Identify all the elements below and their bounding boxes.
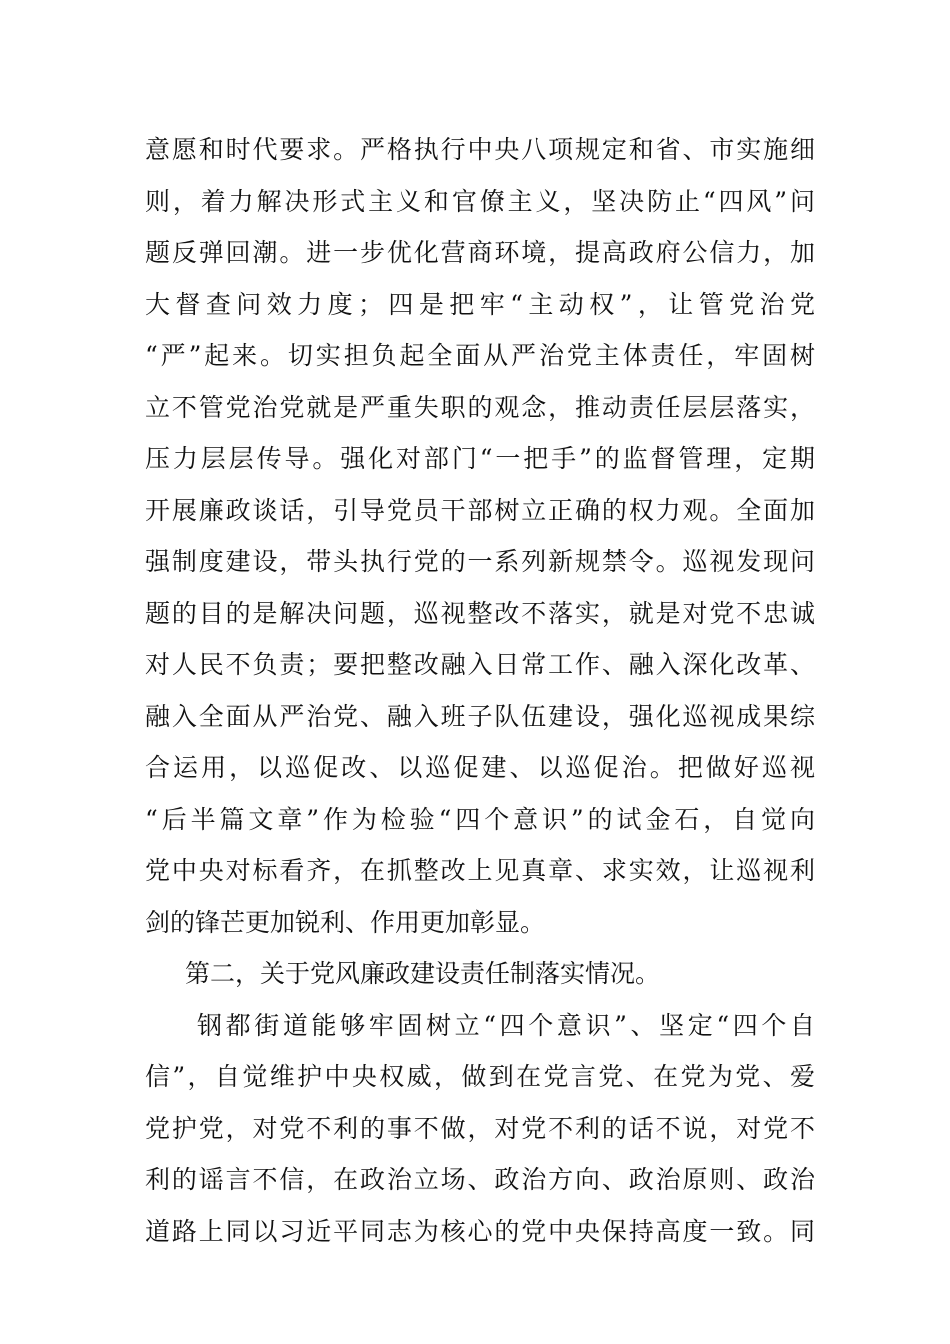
text-line: 立不管党治党就是严重失职的观念，推动责任层层落实， [145,392,815,422]
text-line: 利的谣言不信，在政治立场、政治方向、政治原则、政治 [145,1165,815,1194]
document-body [145,124,815,1257]
text-line: 强制度建设，带头执行党的一系列新规禁令。巡视发现问 [145,547,815,576]
text-line: 党护党，对党不利的事不做，对党不利的话不说，对党不 [145,1113,815,1143]
text-line: 信”，自觉维护中央权威，做到在党言党、在党为党、爱 [145,1062,815,1091]
text-line: 融入全面从严治党、融入班子队伍建设，强化巡视成果综 [145,701,815,731]
text-line: “严”起来。切实担负起全面从严治党主体责任，牢固树 [145,341,815,370]
text-line: 党中央对标看齐，在抓整改上见真章、求实效，让巡视利 [145,856,815,885]
text-line: 题反弹回潮。进一步优化营商环境，提高政府公信力，加 [145,238,815,267]
text-line: 剑的锋芒更加锐利、作用更加彰显。 [145,907,546,937]
text-line: 道路上同以习近平同志为核心的党中央保持高度一致。同 [145,1216,815,1246]
text-line: 钢都街道能够牢固树立“四个意识”、坚定“四个自 [197,1010,815,1040]
text-line: 压力层层传导。强化对部门“一把手”的监督管理，定期 [145,444,815,473]
text-line: 大督查问效力度；四是把牢“主动权”，让管党治党 [145,289,815,319]
section-heading: 第二，关于党风廉政建设责任制落实情况。 [185,959,661,988]
text-line: “后半篇文章”作为检验“四个意识”的试金石，自觉向 [145,804,815,834]
text-line: 题的目的是解决问题，巡视整改不落实，就是对党不忠诚 [145,598,815,628]
text-line: 意愿和时代要求。严格执行中央八项规定和省、市实施细 [145,135,815,164]
text-line: 对人民不负责；要把整改融入日常工作、融入深化改革、 [145,650,815,679]
text-line: 则，着力解决形式主义和官僚主义，坚决防止“四风”问 [145,186,815,216]
text-line: 合运用，以巡促改、以巡促建、以巡促治。把做好巡视 [145,753,815,782]
text-line: 开展廉政谈话，引导党员干部树立正确的权力观。全面加 [145,495,815,525]
